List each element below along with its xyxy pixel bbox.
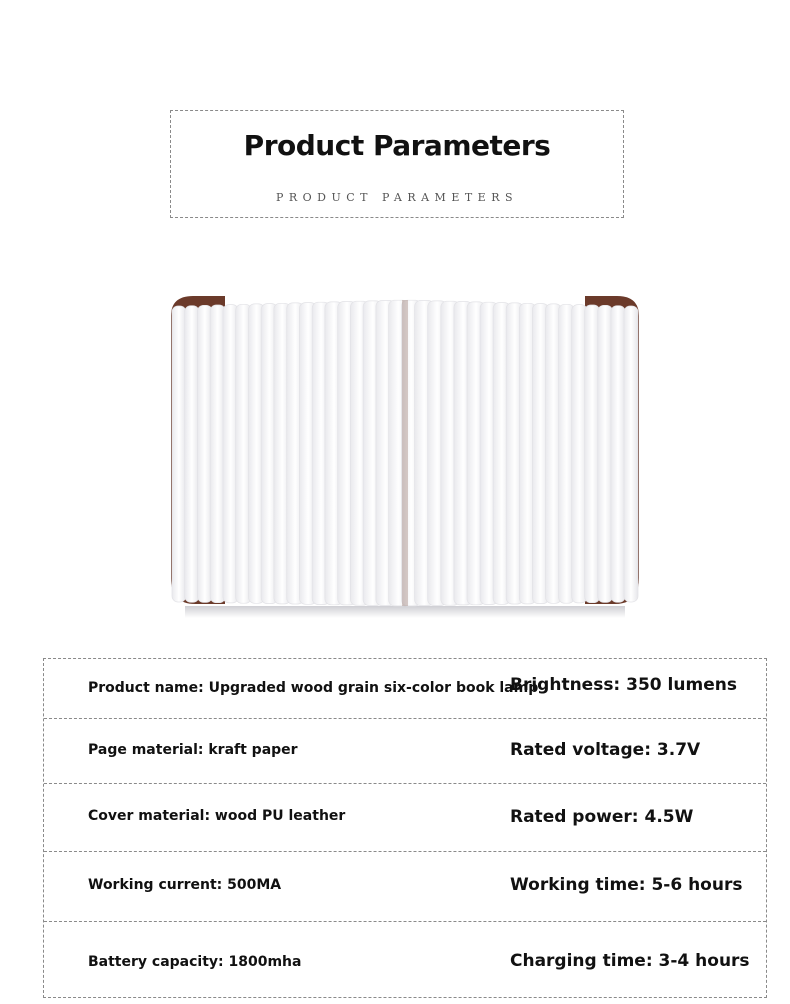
spec-row — [44, 921, 766, 999]
book-spine — [402, 300, 408, 606]
spec-label: Page material: kraft paper — [88, 742, 298, 758]
page-subtitle: PRODUCT PARAMETERS — [275, 191, 519, 204]
book-lamp-illustration — [165, 288, 645, 620]
spec-row — [44, 783, 766, 852]
spec-table — [43, 658, 767, 998]
spec-row — [44, 659, 766, 719]
spec-value: Working time: 5-6 hours — [510, 875, 743, 895]
book-page — [611, 306, 625, 603]
book-page — [172, 306, 186, 602]
spec-value: Rated voltage: 3.7V — [510, 740, 701, 760]
book-lamp-image — [165, 288, 645, 620]
spec-label: Cover material: wood PU leather — [88, 808, 346, 824]
spec-label: Battery capacity: 1800mha — [88, 954, 302, 970]
book-page — [624, 306, 638, 602]
spec-label: Product name: Upgraded wood grain six-color book lamp — [88, 680, 539, 696]
spec-value: Rated power: 4.5W — [510, 807, 694, 827]
page-title: Product Parameters — [243, 129, 551, 162]
spec-row — [44, 851, 766, 922]
spec-value: Brightness: 350 lumens — [510, 675, 737, 695]
spec-value: Charging time: 3-4 hours — [510, 951, 750, 971]
book-page — [185, 306, 199, 603]
book-page — [598, 305, 613, 602]
title-box — [170, 110, 624, 218]
spec-row — [44, 718, 766, 784]
spec-label: Working current: 500MA — [88, 877, 282, 893]
